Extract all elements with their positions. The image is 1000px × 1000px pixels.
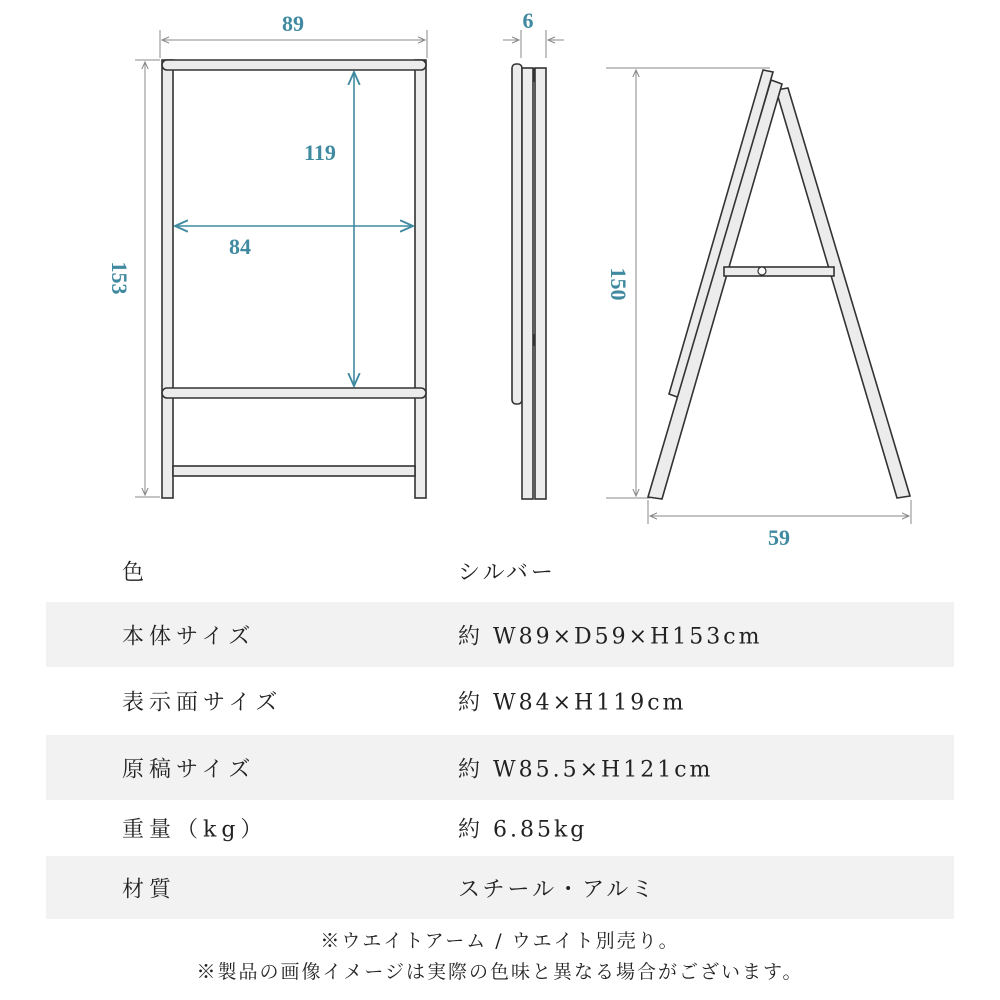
folded-leg-b [535, 68, 546, 499]
footnote-color-disclaimer: ※製品の画像イメージは実際の色味と異なる場合がございます。 [196, 961, 804, 983]
spec-label: 原稿サイズ [122, 757, 256, 782]
spec-table [46, 540, 954, 919]
side-view-open [606, 68, 911, 545]
spec-row-poster-size [46, 735, 954, 800]
spec-row-color [46, 540, 954, 602]
depth-dimension-label: 6 [522, 8, 534, 33]
spec-label: 材質 [122, 877, 177, 902]
open-depth-dimension-label: 59 [768, 525, 790, 545]
spec-value: スチール・アルミ [458, 877, 657, 902]
open-rear-leg [776, 88, 910, 498]
spec-value: 約 W84×H119cm [458, 690, 687, 716]
spec-value: 約 W85.5×H121cm [458, 757, 714, 782]
front-view [107, 11, 427, 498]
open-front-panel [669, 70, 773, 398]
open-height-dimension-label: 150 [606, 267, 631, 301]
spec-value: 約 W89×D59×H153cm [458, 624, 763, 649]
front-top-bar [162, 60, 426, 70]
spec-row-body-size [46, 602, 954, 667]
width-dimension-label: 89 [282, 11, 304, 36]
spec-value: シルバー [458, 560, 556, 586]
folded-leg-a [522, 68, 533, 499]
spec-label: 表示面サイズ [122, 690, 283, 716]
open-spreader-bar [724, 267, 834, 276]
front-cross-bar [173, 466, 415, 476]
folded-front-panel [512, 64, 522, 404]
spec-label: 色 [122, 560, 150, 586]
footnotes [0, 926, 1000, 988]
spec-label: 本体サイズ [122, 624, 256, 649]
front-display-bottom-bar [162, 388, 426, 398]
open-front-leg [648, 80, 782, 499]
display-height-label: 119 [304, 140, 336, 165]
spec-row-weight [46, 800, 954, 856]
spec-label: 重量（kg） [122, 817, 268, 843]
front-left-leg [162, 60, 173, 498]
spec-row-material [46, 856, 954, 919]
spec-value: 約 6.85kg [458, 817, 588, 843]
spec-row-display-size [46, 667, 954, 735]
front-right-leg [415, 60, 426, 498]
total-height-dimension-label: 153 [107, 261, 132, 295]
footnote-weight-arm: ※ウエイトアーム / ウエイト別売り。 [320, 930, 680, 952]
display-width-label: 84 [229, 234, 251, 259]
side-view-folded [503, 8, 564, 499]
